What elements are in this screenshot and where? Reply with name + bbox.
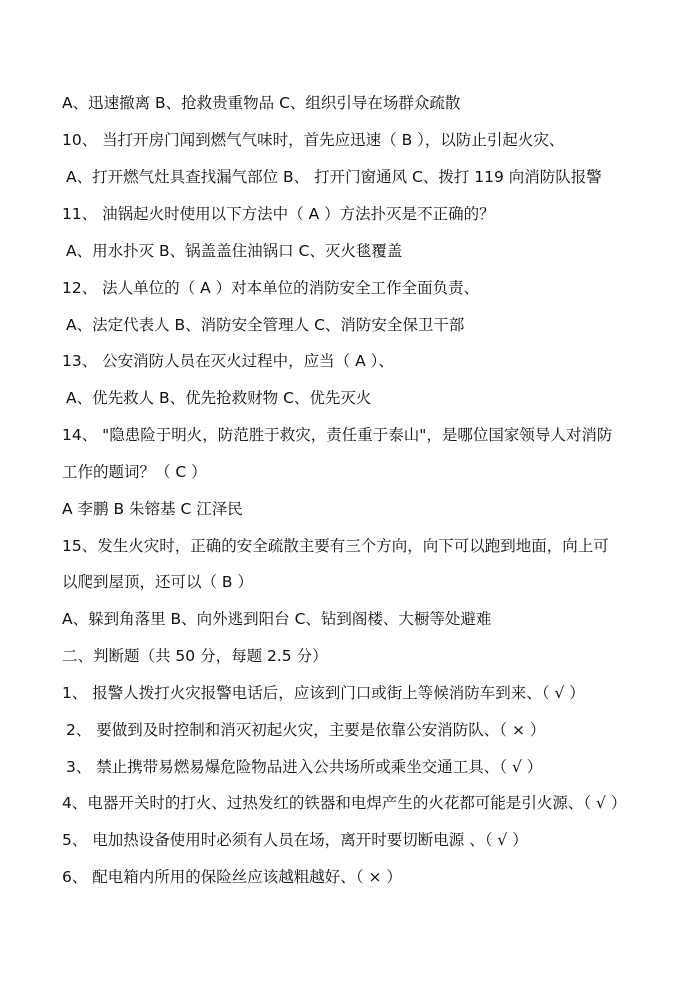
text-line: 15、发生火灾时，正确的安全疏散主要有三个方向，向下可以跑到地面，向上可 [62, 537, 609, 555]
text-line: 14、 "隐患险于明火，防范胜于救灾，责任重于泰山"，是哪位国家领导人对消防 [62, 426, 613, 444]
text-line: A、优先救人 B、优先抢救财物 C、优先灭火 [66, 389, 372, 407]
text-line: 2、 要做到及时控制和消灭初起火灾，主要是依靠公安消防队、（ × ） [66, 721, 546, 739]
text-line: 5、 电加热设备使用时必须有人员在场，离开时要切断电源 、（ √ ） [62, 831, 528, 849]
text-line: 13、 公安消防人员在灭火过程中，应当（ A ）、 [62, 352, 394, 370]
text-line: 1、 报警人拨打火灾报警电话后，应该到门口或街上等候消防车到来、（ √ ） [62, 684, 585, 702]
text-line: 3、 禁止携带易燃易爆危险物品进入公共场所或乘坐交通工具、（ √ ） [66, 758, 543, 776]
text-line: A、迅速撤离 B、抢救贵重物品 C、组织引导在场群众疏散 [62, 94, 461, 112]
text-line: A、用水扑灭 B、锅盖盖住油锅口 C、灭火毯覆盖 [66, 242, 403, 260]
text-line: 工作的题词？（ C ） [62, 463, 207, 481]
text-line: 11、 油锅起火时使用以下方法中（ A ）方法扑灭是不正确的？ [62, 205, 495, 223]
text-line: 6、 配电箱内所用的保险丝应该越粗越好、（ × ） [62, 868, 402, 886]
text-line: A、打开燃气灶具查找漏气部位 B、 打开门窗通风 C、拨打 119 向消防队报警 [66, 168, 602, 186]
text-line: 10、 当打开房门闻到燃气气味时，首先应迅速（ B ），以防止引起火灾、 [62, 131, 565, 149]
text-line: 以爬到屋顶，还可以（ B ） [62, 573, 253, 591]
text-line: 12、 法人单位的（ A ）对本单位的消防安全工作全面负责、 [62, 279, 480, 297]
text-line: A、法定代表人 B、消防安全管理人 C、消防安全保卫干部 [66, 316, 465, 334]
section-heading: 二、判断题（共 50 分，每题 2.5 分） [62, 647, 328, 665]
text-line: A 李鹏 B 朱镕基 C 江泽民 [62, 500, 243, 518]
text-line: A、躲到角落里 B、向外逃到阳台 C、钻到阁楼、大橱等处避难 [62, 610, 492, 628]
text-line: 4、电器开关时的打火、过热发红的铁器和电焊产生的火花都可能是引火源、（ √ ） [62, 794, 627, 812]
